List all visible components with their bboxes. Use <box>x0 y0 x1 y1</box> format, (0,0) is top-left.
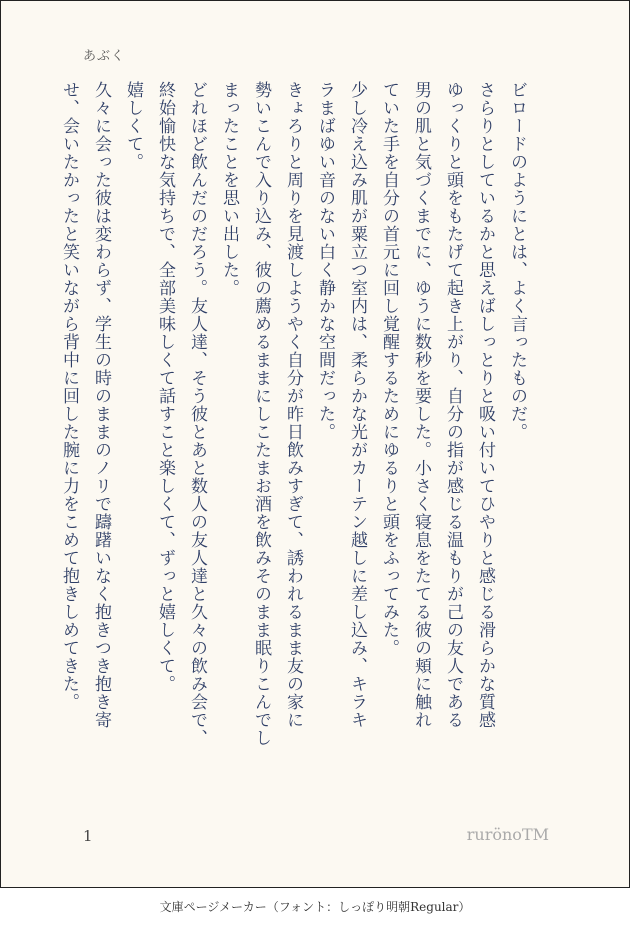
text-column: ていた手を自分の首元に回し覚醒するためにゆるりと頭をふってみた。 <box>379 81 399 657</box>
text-column: どれほど飲んだのだろう。友人達、そう彼とあと数人の友人達と久々の飲み会で、 <box>187 81 207 747</box>
text-column: 少し冷え込み肌が粟立つ室内は、柔らかな光がカーテン越しに差し込み、キラキ <box>347 81 367 729</box>
text-column: ビロードのようにとは、よく言ったものだ。 <box>507 81 527 441</box>
text-column: きょろりと周りを見渡しようやく自分が昨日飲みすぎて、誘われるまま友の家に <box>283 81 303 729</box>
vertical-body-text <box>59 81 533 781</box>
text-column: 男の肌と気づくまでに、ゆうに数秒を要した。小さく寝息をたてる彼の頬に触れ <box>411 81 431 729</box>
text-column: ゆっくりと頭をもたげて起き上がり、自分の指が感じる温もりが己の友人である <box>443 81 463 729</box>
page-header-title: あぶく <box>83 49 126 64</box>
text-column: 久々に会った彼は変わらず、学生の時のままのノリで躊躇いなく抱きつき抱き寄 <box>91 81 111 729</box>
text-column: 終始愉快な気持ちで、全部美味しくて話すこと楽しくて、ずっと嬉しくて。 <box>155 81 175 693</box>
text-column: せ、会いたかったと笑いながら背中に回した腕に力をこめて抱きしめてきた。 <box>59 81 79 711</box>
text-column: まったことを思い出した。 <box>219 81 239 297</box>
text-column: さらりとしているかと思えばしっとりと吸い付いてひやりと感じる滑らかな質感 <box>475 81 495 729</box>
text-column: 勢いこんで入り込み、彼の薦めるままにしこたまお酒を飲みそのまま眠りこんでし <box>251 81 271 747</box>
text-column: 嬉しくて。 <box>123 81 143 171</box>
footer-credit: 文庫ページメーカー（フォント：しっぽり明朝Regular） <box>159 900 471 914</box>
page-number: 1 <box>83 827 93 845</box>
text-column: ラまばゆい音のない白く静かな空間だった。 <box>315 81 335 441</box>
author-credit: rurönoTM <box>466 825 549 844</box>
